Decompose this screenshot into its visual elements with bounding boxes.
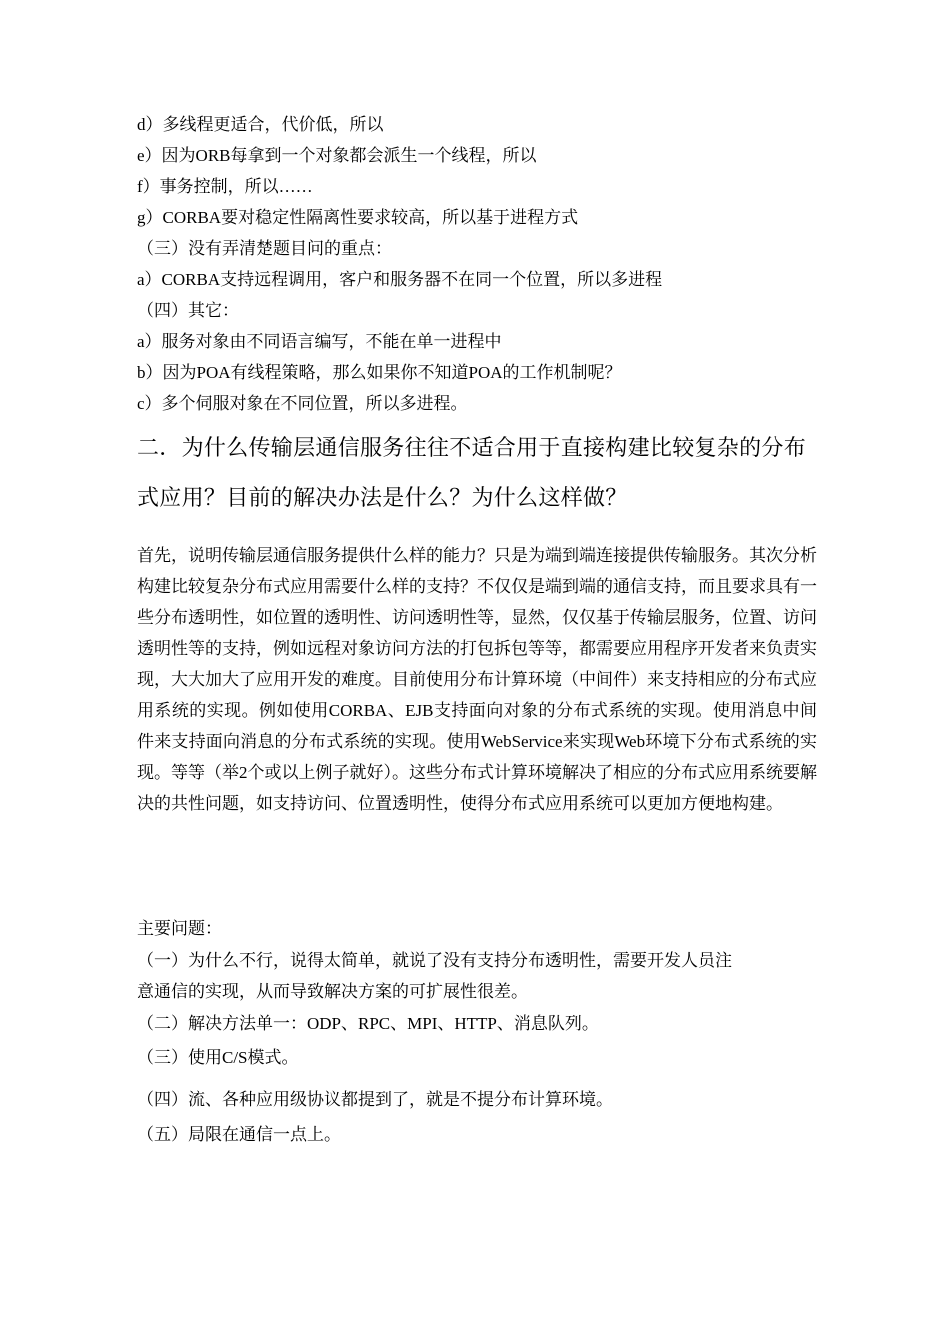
answer-paragraph: 首先，说明传输层通信服务提供什么样的能力？只是为端到端连接提供传输服务。其次分析构建比较复杂分布式应用需要什么样的支持？不仅仅是端到端的通信支持，而且要求具有一些分布透明性，如位置的透明性、访问透明性等，显然，仅仅基于传输层服务，位置、访问透明性等的支持，例如远程对象访问方法的打包拆包等等，都需要应用程序开发者来负责实现，大大加大了应用开发的难度。目前使用分布计算环境（中间件）来支持相应的分布式应用系统的实现。例如使用CORBA、EJB支持面向对象的分布式系统的实现。使用消息中间件来支持面向消息的分布式系统的实现。使用WebService来实现Web环境下分布式系统的实现。等等（举2个或以上例子就好）。这些分布式计算环境解决了相应的分布式应用系统要解决的共性问题，如支持访问、位置透明性，使得分布式应用系统可以更加方便地构建。 bbox=[137, 546, 817, 813]
list-item-g: g）CORBA要对稳定性隔离性要求较高，所以基于进程方式 bbox=[137, 208, 579, 227]
list-item-c-servant: c）多个伺服对象在不同位置，所以多进程。 bbox=[137, 394, 468, 413]
issue-one-line2: 意通信的实现，从而导致解决方案的可扩展性很差。 bbox=[137, 982, 528, 1001]
issue-one-line1: （一）为什么不行，说得太简单，就说了没有支持分布透明性，需要开发人员注 bbox=[137, 951, 732, 970]
question-heading-line2: 式应用？目前的解决办法是什么？为什么这样做？ bbox=[137, 485, 628, 510]
subheading-three: （三）没有弄清楚题目问的重点： bbox=[137, 239, 392, 258]
issue-three: （三）使用C/S模式。 bbox=[137, 1048, 299, 1067]
list-item-f: f）事务控制，所以…… bbox=[137, 177, 313, 196]
list-item-a-language: a）服务对象由不同语言编写，不能在单一进程中 bbox=[137, 332, 502, 351]
list-item-a-corba: a）CORBA支持远程调用，客户和服务器不在同一个位置，所以多进程 bbox=[137, 270, 663, 289]
list-item-d: d）多线程更适合，代价低，所以 bbox=[137, 115, 384, 134]
list-item-e: e）因为ORB每拿到一个对象都会派生一个线程，所以 bbox=[137, 146, 537, 165]
issue-four: （四）流、各种应用级协议都提到了，就是不提分布计算环境。 bbox=[137, 1090, 613, 1109]
issues-title: 主要问题： bbox=[137, 919, 222, 938]
list-item-b-poa: b）因为POA有线程策略，那么如果你不知道POA的工作机制呢？ bbox=[137, 363, 622, 382]
issue-two: （二）解决方法单一：ODP、RPC、MPI、HTTP、消息队列。 bbox=[137, 1014, 599, 1033]
question-heading-line1: 二．为什么传输层通信服务往往不适合用于直接构建比较复杂的分布 bbox=[137, 435, 807, 460]
issue-five: （五）局限在通信一点上。 bbox=[137, 1125, 341, 1144]
subheading-four: （四）其它： bbox=[137, 301, 239, 320]
